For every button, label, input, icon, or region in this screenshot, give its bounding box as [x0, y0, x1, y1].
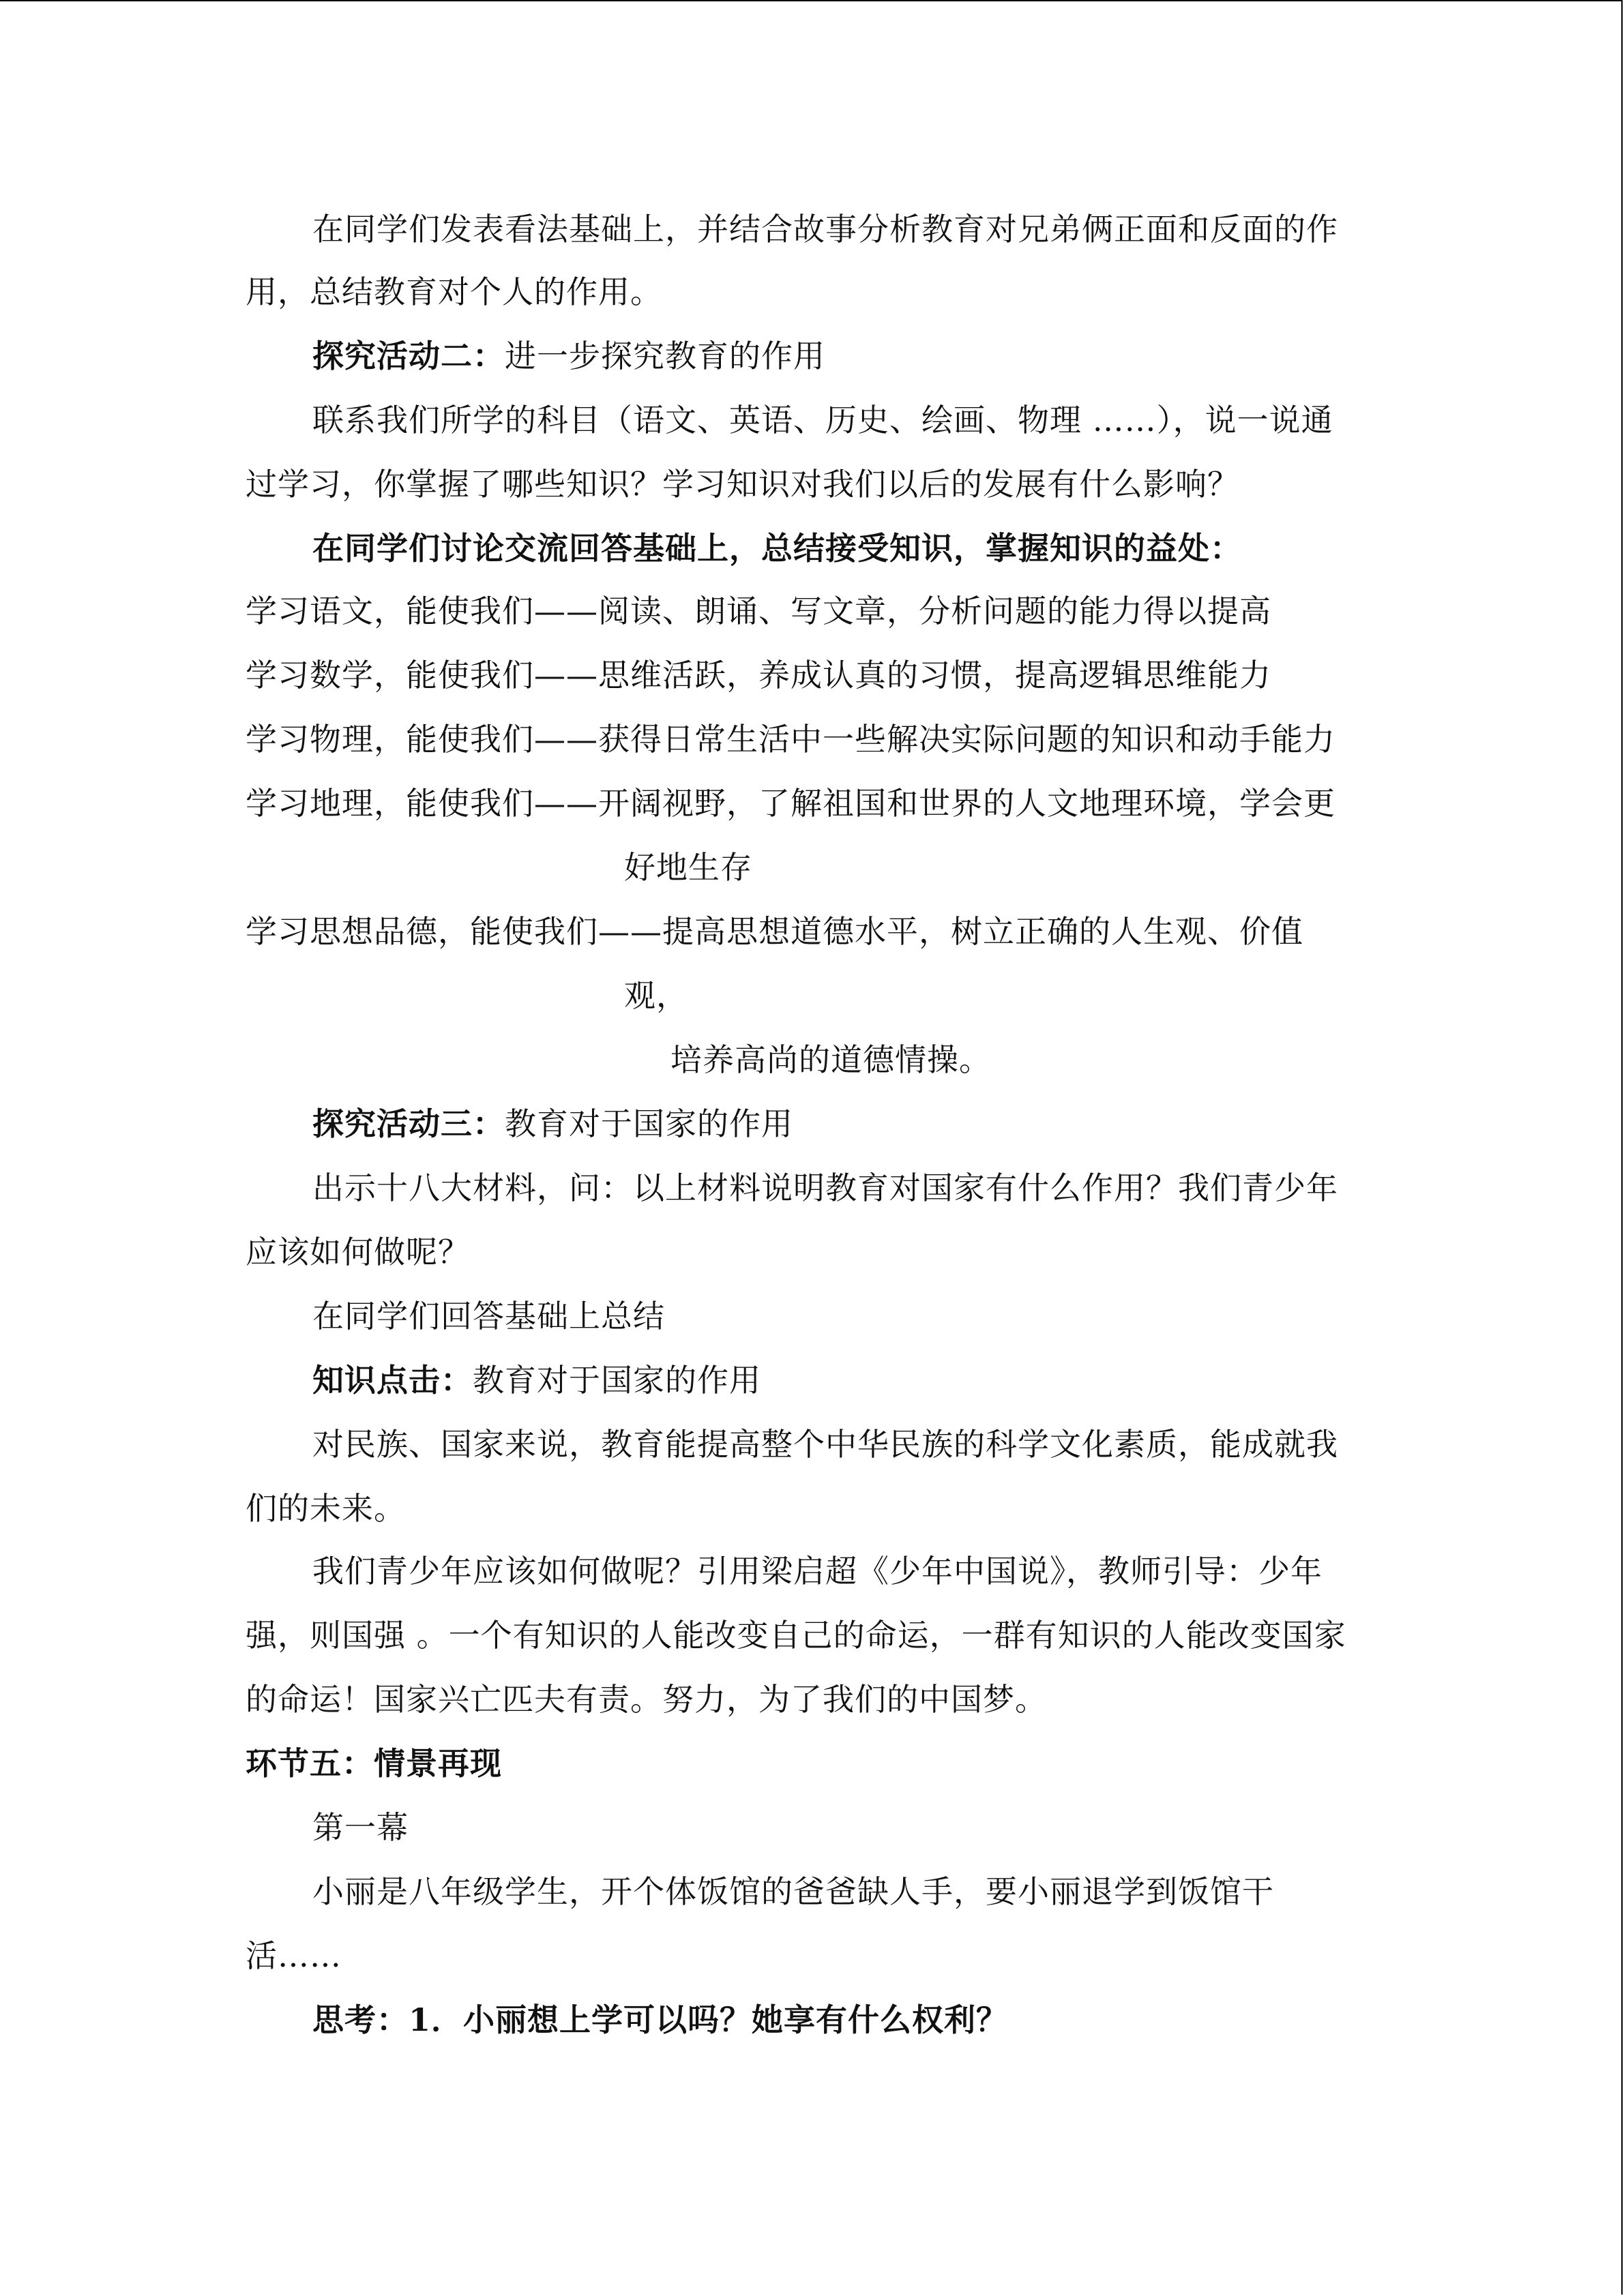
list-line: 学习数学，能使我们——思维活跃，养成认真的习惯，提高逻辑思维能力 [246, 657, 1271, 694]
list-line: 学习语文，能使我们——阅读、朗诵、写文章，分析问题的能力得以提高 [246, 593, 1271, 629]
paragraph-line: 我们青少年应该如何做呢？引用梁启超《少年中国说》，教师引导：少年 [312, 1553, 1323, 1590]
heading-text: 教育对于国家的作用 [505, 1105, 793, 1142]
section-title: 环节五：情景再现 [246, 1745, 502, 1782]
list-line: 学习地理，能使我们——开阔视野，了解祖国和世界的人文地理环境，学会更 [246, 785, 1335, 822]
paragraph-line: 出示十八大材料，问：以上材料说明教育对国家有什么作用？我们青少年 [312, 1169, 1338, 1206]
paragraph-line: 们的未来。 [246, 1490, 406, 1527]
paragraph-line: 联系我们所学的科目（语文、英语、历史、绘画、物理 ……），说一说通 [312, 402, 1333, 438]
heading-label: 知识点击： [312, 1362, 473, 1399]
bold-summary-line: 在同学们讨论交流回答基础上，总结接受知识，掌握知识的益处： [312, 530, 1242, 567]
heading-label: 探究活动三： [312, 1105, 505, 1142]
list-line-continuation: 培养高尚的道德情操。 [670, 1041, 991, 1078]
paragraph-line: 对民族、国家来说，教育能提高整个中华民族的科学文化素质，能成就我 [312, 1426, 1338, 1463]
list-line-continuation: 好地生存 [624, 849, 752, 886]
list-line: 学习思想品德，能使我们——提高思想道德水平，树立正确的人生观、价值 [246, 913, 1303, 950]
list-line: 学习物理，能使我们——获得日常生活中一些解决实际问题的知识和动手能力 [246, 721, 1335, 758]
question-line: 思考：1．小丽想上学可以吗？她享有什么权利？ [312, 2001, 1009, 2038]
paragraph-line: 过学习，你掌握了哪些知识？学习知识对我们以后的发展有什么影响？ [246, 466, 1239, 503]
paragraph-line: 在同学们回答基础上总结 [312, 1298, 665, 1335]
section-heading [312, 1360, 761, 1401]
heading-text: 教育对于国家的作用 [473, 1362, 761, 1399]
paragraph-line: 的命运！国家兴亡匹夫有责。努力，为了我们的中国梦。 [246, 1681, 1047, 1718]
paragraph-line: 应该如何做呢？ [246, 1234, 470, 1270]
heading-label: 探究活动二： [312, 338, 505, 374]
paragraph-line: 强，则国强 。一个有知识的人能改变自己的命运，一群有知识的人能改变国家 [246, 1617, 1346, 1654]
section-heading [312, 336, 825, 376]
paragraph-line: 小丽是八年级学生，开个体饭馆的爸爸缺人手，要小丽退学到饭馆干 [312, 1873, 1274, 1910]
paragraph-line: 用，总结教育对个人的作用。 [246, 273, 662, 310]
paragraph-line: 第一幕 [312, 1809, 409, 1846]
heading-text: 进一步探究教育的作用 [505, 338, 825, 374]
list-line-continuation: 观， [624, 977, 688, 1014]
section-heading [312, 1103, 793, 1144]
paragraph-line: 在同学们发表看法基础上，并结合故事分析教育对兄弟俩正面和反面的作 [312, 211, 1338, 248]
paragraph-line: 活…… [246, 1937, 342, 1974]
